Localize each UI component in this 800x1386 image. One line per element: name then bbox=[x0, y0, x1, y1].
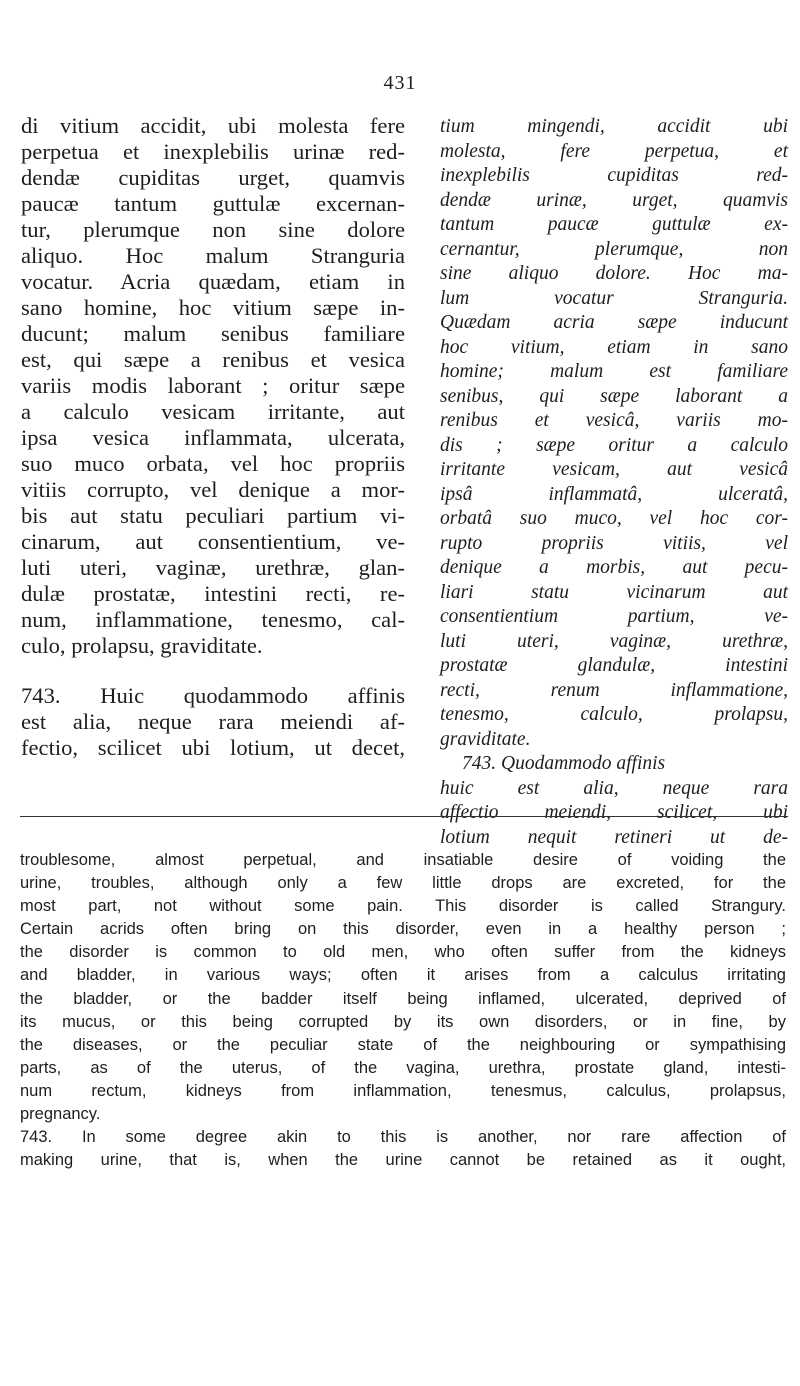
text-line: sano homine, hoc vitium sæpe in- bbox=[21, 295, 405, 320]
page-number: 431 bbox=[383, 72, 417, 94]
text-line: denique a morbis, aut pecu- bbox=[440, 557, 788, 578]
text-line: hoc vitium, etiam in sano bbox=[440, 336, 788, 358]
text-line: irritante vesicam, aut vesicâ bbox=[440, 459, 788, 480]
section-divider bbox=[20, 816, 788, 817]
english-translation bbox=[20, 849, 786, 1172]
text-line: huic est alia, neque rara bbox=[440, 777, 788, 799]
text-line: ducunt; malum senibus familiare bbox=[21, 321, 405, 346]
translation-paragraph bbox=[20, 849, 786, 1172]
text-line: lotium nequit retineri ut de- bbox=[440, 826, 788, 848]
latin-column bbox=[21, 113, 405, 761]
text-line: 743. Quodammodo affinis bbox=[462, 753, 666, 774]
text-line: consentientium partium, ve- bbox=[440, 606, 788, 627]
text-line: making urine, that is, when the urine cannot be retained as it ought, bbox=[20, 1151, 786, 1170]
text-line: luti uteri, vaginæ, urethræ, glan- bbox=[21, 555, 405, 580]
ordo-paragraph-1 bbox=[440, 115, 788, 752]
text-line: culo, prolapsu, graviditate. bbox=[21, 633, 263, 658]
text-line: tenesmo, calculo, prolapsu, bbox=[440, 704, 788, 725]
text-line: the diseases, or the peculiar state of the neighbouring or sympathising bbox=[20, 1035, 786, 1054]
text-line: 743. In some degree akin to this is another, nor rare affection of bbox=[20, 1128, 786, 1147]
text-line: vitiis corrupto, vel denique a mor- bbox=[21, 477, 405, 502]
text-line: luti uteri, vaginæ, urethræ, bbox=[440, 630, 788, 652]
text-line: rupto propriis vitiis, vel bbox=[440, 532, 788, 554]
text-line: troublesome, almost perpetual, and insatiable desire of voiding the bbox=[20, 851, 786, 869]
text-line: and bladder, in various ways; often it arises from a calculus irritating bbox=[20, 966, 786, 985]
text-line: a calculo vesicam irritante, aut bbox=[21, 399, 405, 424]
text-line: di vitium accidit, ubi molesta fere bbox=[21, 113, 405, 138]
text-line: most part, not without some pain. This disorder is called Strangury. bbox=[20, 897, 786, 916]
text-line: recti, renum inflammatione, bbox=[440, 679, 788, 701]
ordo-paragraph-2 bbox=[440, 752, 788, 850]
text-line: bis aut statu peculiari partium vi- bbox=[21, 503, 405, 528]
text-line: renibus et vesicâ, variis mo- bbox=[440, 410, 788, 431]
latin-ordo-column bbox=[440, 115, 788, 850]
text-line: Quædam acria sæpe inducunt bbox=[440, 312, 788, 333]
text-line: suo muco orbata, vel hoc propriis bbox=[21, 451, 405, 476]
text-line: inexplebilis cupiditas red- bbox=[440, 165, 788, 186]
text-line: cinarum, aut consentientium, ve- bbox=[21, 529, 405, 554]
text-line: num, inflammatione, tenesmo, cal- bbox=[21, 607, 405, 632]
text-line: the bladder, or the badder itself being inflamed, ulcerated, deprived of bbox=[20, 989, 786, 1008]
text-line: ipsa vesica inflammata, ulcerata, bbox=[21, 425, 405, 450]
text-line: dendæ urinæ, urget, quamvis bbox=[440, 189, 788, 211]
text-line: dulæ prostatæ, intestini recti, re- bbox=[21, 581, 405, 606]
text-line: vocatur. Acria quædam, etiam in bbox=[21, 269, 405, 294]
text-line: the disorder is common to old men, who often suffer from the kidneys bbox=[20, 943, 786, 962]
text-line: variis modis laborant ; oritur sæpe bbox=[21, 373, 405, 398]
text-line: parts, as of the uterus, of the vagina, urethra, prostate gland, intesti- bbox=[20, 1058, 786, 1077]
text-line: sine aliquo dolore. Hoc ma- bbox=[440, 263, 788, 284]
text-line: senibus, qui sæpe laborant a bbox=[440, 385, 788, 407]
text-line: affectio meiendi, scilicet, ubi bbox=[440, 802, 788, 823]
text-line: num rectum, kidneys from inflammation, tenesmus, calculus, prolapsus, bbox=[20, 1081, 786, 1100]
text-line: est, qui sæpe a renibus et vesica bbox=[21, 347, 405, 372]
text-line: Certain acrids often bring on this disorder, even in a healthy person ; bbox=[20, 920, 786, 939]
text-line: its mucus, or this being corrupted by its own disorders, or in fine, by bbox=[20, 1012, 786, 1031]
text-line: perpetua et inexplebilis urinæ red- bbox=[21, 139, 405, 164]
text-line: prostatæ glandulæ, intestini bbox=[440, 655, 788, 676]
text-line: dendæ cupiditas urget, quamvis bbox=[21, 165, 405, 190]
text-line: dis ; sæpe oritur a calculo bbox=[440, 434, 788, 456]
text-line: molesta, fere perpetua, et bbox=[440, 140, 788, 162]
latin-paragraph-1 bbox=[21, 113, 405, 659]
text-line: ipsâ inflammatâ, ulceratâ, bbox=[440, 483, 788, 505]
text-line: graviditate. bbox=[440, 728, 531, 750]
text-line: liari statu vicinarum aut bbox=[440, 581, 788, 603]
text-line: pregnancy. bbox=[20, 1105, 101, 1124]
text-line: lum vocatur Stranguria. bbox=[440, 287, 788, 309]
text-line: homine; malum est familiare bbox=[440, 361, 788, 382]
text-line: cernantur, plerumque, non bbox=[440, 238, 788, 260]
text-line: 743. Huic quodammodo affinis bbox=[21, 683, 405, 708]
latin-paragraph-2 bbox=[21, 683, 405, 761]
text-line: fectio, scilicet ubi lotium, ut decet, bbox=[21, 735, 405, 760]
text-line: tur, plerumque non sine dolore bbox=[21, 217, 405, 242]
text-line: tantum paucæ guttulæ ex- bbox=[440, 214, 788, 235]
text-line: paucæ tantum guttulæ excernan- bbox=[21, 191, 405, 216]
text-line: aliquo. Hoc malum Stranguria bbox=[21, 243, 405, 268]
text-line: tium mingendi, accidit ubi bbox=[440, 116, 788, 137]
text-line: urine, troubles, although only a few little drops are excreted, for the bbox=[20, 874, 786, 893]
text-line: est alia, neque rara meiendi af- bbox=[21, 709, 405, 734]
text-line: orbatâ suo muco, vel hoc cor- bbox=[440, 508, 788, 529]
